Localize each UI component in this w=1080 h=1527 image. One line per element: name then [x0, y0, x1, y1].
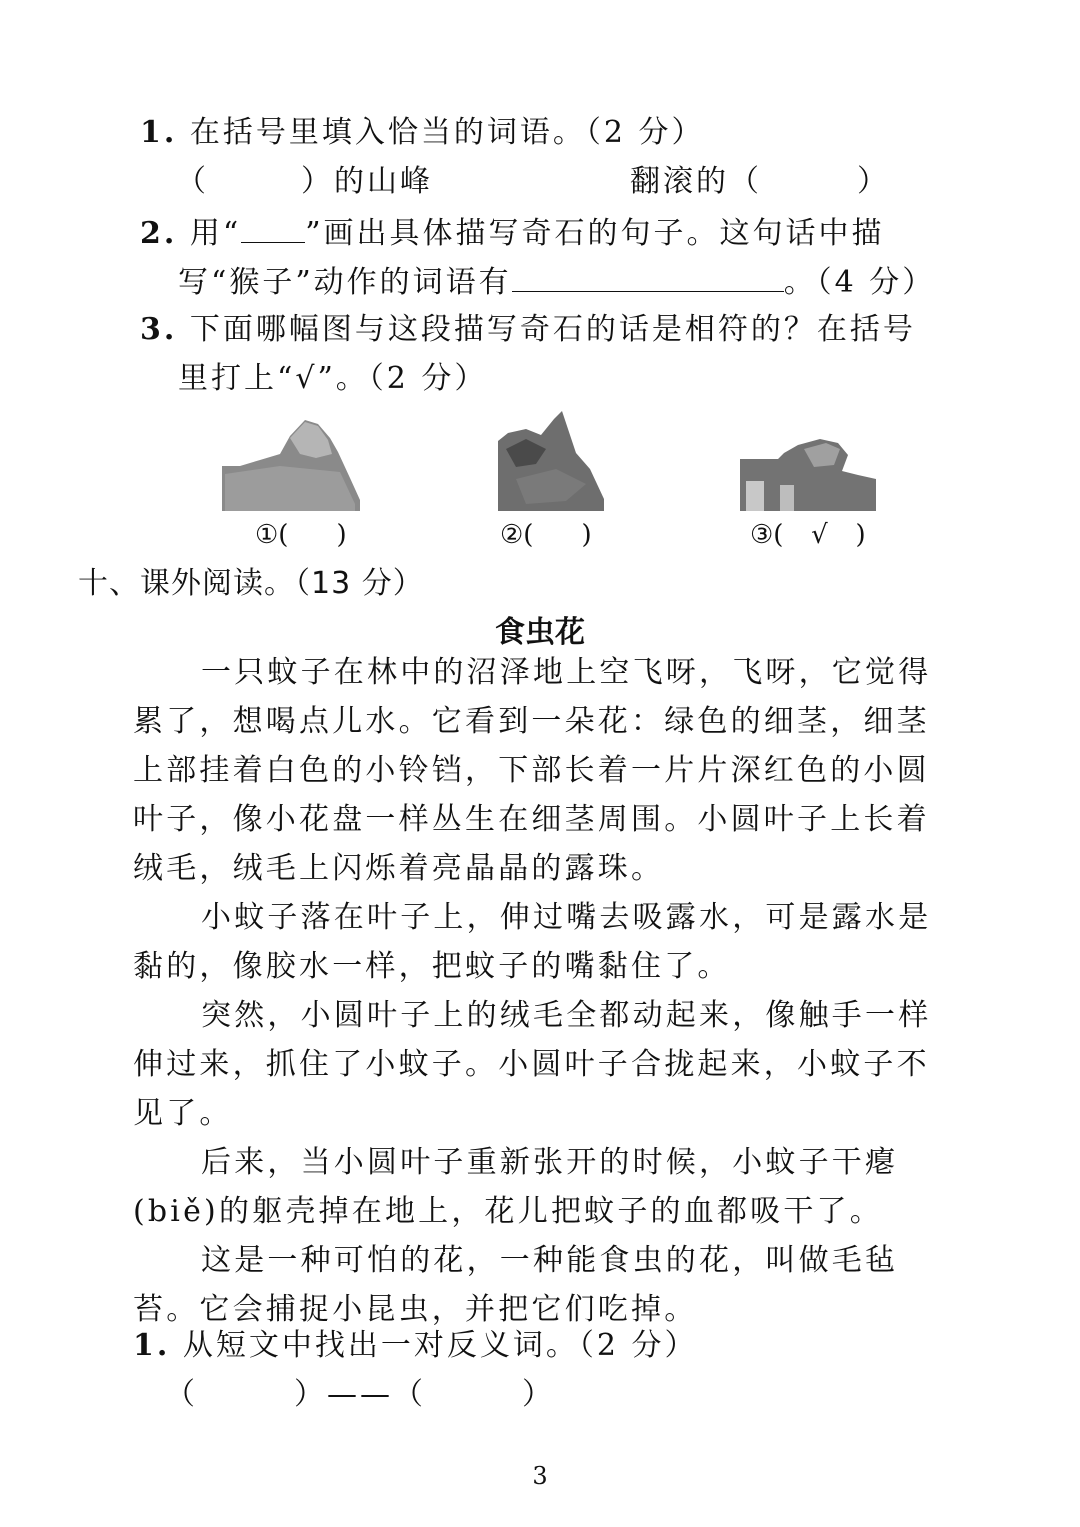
question-text: 在括号里填入恰当的词语。（2 分） [189, 115, 705, 150]
question-text: 下面哪幅图与这段描写奇石的话是相符的？在括号 [189, 312, 916, 347]
picture-1-choice[interactable] [255, 520, 347, 550]
rock-picture-3 [738, 435, 878, 513]
question-number: 3. [140, 312, 178, 347]
antonym-answer-line [165, 1375, 555, 1415]
choice-label: ③( [750, 520, 784, 550]
passage-paragraph: 突然，小圆叶子上的绒毛全都动起来，像触手一样伸过来，抓住了小蚊子。小圆叶子合拢起来，小蚊子不见了。 [133, 998, 932, 1131]
question-number: 1. [140, 115, 178, 150]
bracket-open: （ [165, 1377, 198, 1412]
passage-paragraph: 这是一种可怕的花，一种能食虫的花，叫做毛毡苔。它会捕捉小昆虫，并把它们吃掉。 [133, 1243, 899, 1327]
page-number: 3 [532, 1462, 548, 1490]
question-text: 从短文中找出一对反义词。（2 分） [182, 1328, 698, 1363]
passage-paragraph: 一只蚊子在林中的沼泽地上空飞呀，飞呀，它觉得累了，想喝点儿水。它看到一朵花：绿色的细茎，细茎上部挂着白色的小铃铛，下部长着一片片深红色的小圆叶子，像小花盘一样丛生在细茎周围。小圆叶子上长着绒毛，绒毛上闪烁着亮晶晶的露珠。 [133, 655, 932, 886]
question-1 [140, 113, 705, 153]
passage-title: 食虫花 [495, 615, 585, 650]
underline-sample [241, 212, 305, 243]
question-number: 2. [140, 216, 178, 251]
reading-question-1 [133, 1326, 698, 1366]
choice-close: ) [855, 520, 866, 550]
question-text: 里打上“√”。（2 分） [178, 361, 488, 396]
question-text: 用“ [189, 216, 242, 251]
bracket-close: ） [522, 1377, 555, 1412]
question-3-line-1 [140, 310, 916, 350]
section-heading: 十、课外阅读。（13 分） [78, 566, 424, 601]
rock-picture-1 [220, 414, 362, 512]
choice-label: ①( [255, 520, 289, 550]
picture-2-choice[interactable] [500, 520, 592, 550]
answer-line-blank-2 [630, 162, 890, 202]
dash-separator: ）——（ [294, 1377, 426, 1412]
question-3-line-2 [178, 359, 487, 399]
choice-answer: √ [811, 520, 828, 550]
answer-blank[interactable] [512, 261, 784, 292]
question-2-line-1 [140, 212, 885, 254]
bracket-open: （ [176, 164, 209, 199]
choice-close: ) [336, 520, 347, 550]
passage-paragraph: 后来，当小圆叶子重新张开的时候，小蚊子干瘪(biě)的躯壳掉在地上，花儿把蚊子的血都吸干了。 [133, 1145, 899, 1229]
bracket-close: ） [857, 164, 890, 199]
choice-label: ②( [500, 520, 534, 550]
question-text: 写“猴子”动作的词语有 [178, 265, 512, 300]
question-text: ”画出具体描写奇石的句子。这句话中描 [305, 216, 885, 251]
rock-picture-2 [496, 409, 606, 513]
answer-line-blank-1 [176, 162, 433, 202]
passage-paragraph: 小蚊子落在叶子上，伸过嘴去吸露水，可是露水是黏的，像胶水一样，把蚊子的嘴黏住了。 [133, 900, 932, 984]
question-number: 1. [133, 1328, 171, 1363]
blank-prefix: 翻滚的（ [630, 164, 762, 199]
bracket-close-label: ）的山峰 [301, 164, 433, 199]
question-text: 。（4 分） [783, 265, 936, 300]
choice-close: ) [581, 520, 592, 550]
passage-body [133, 648, 933, 1334]
picture-3-choice[interactable] [750, 520, 866, 550]
question-2-line-2 [178, 261, 935, 303]
